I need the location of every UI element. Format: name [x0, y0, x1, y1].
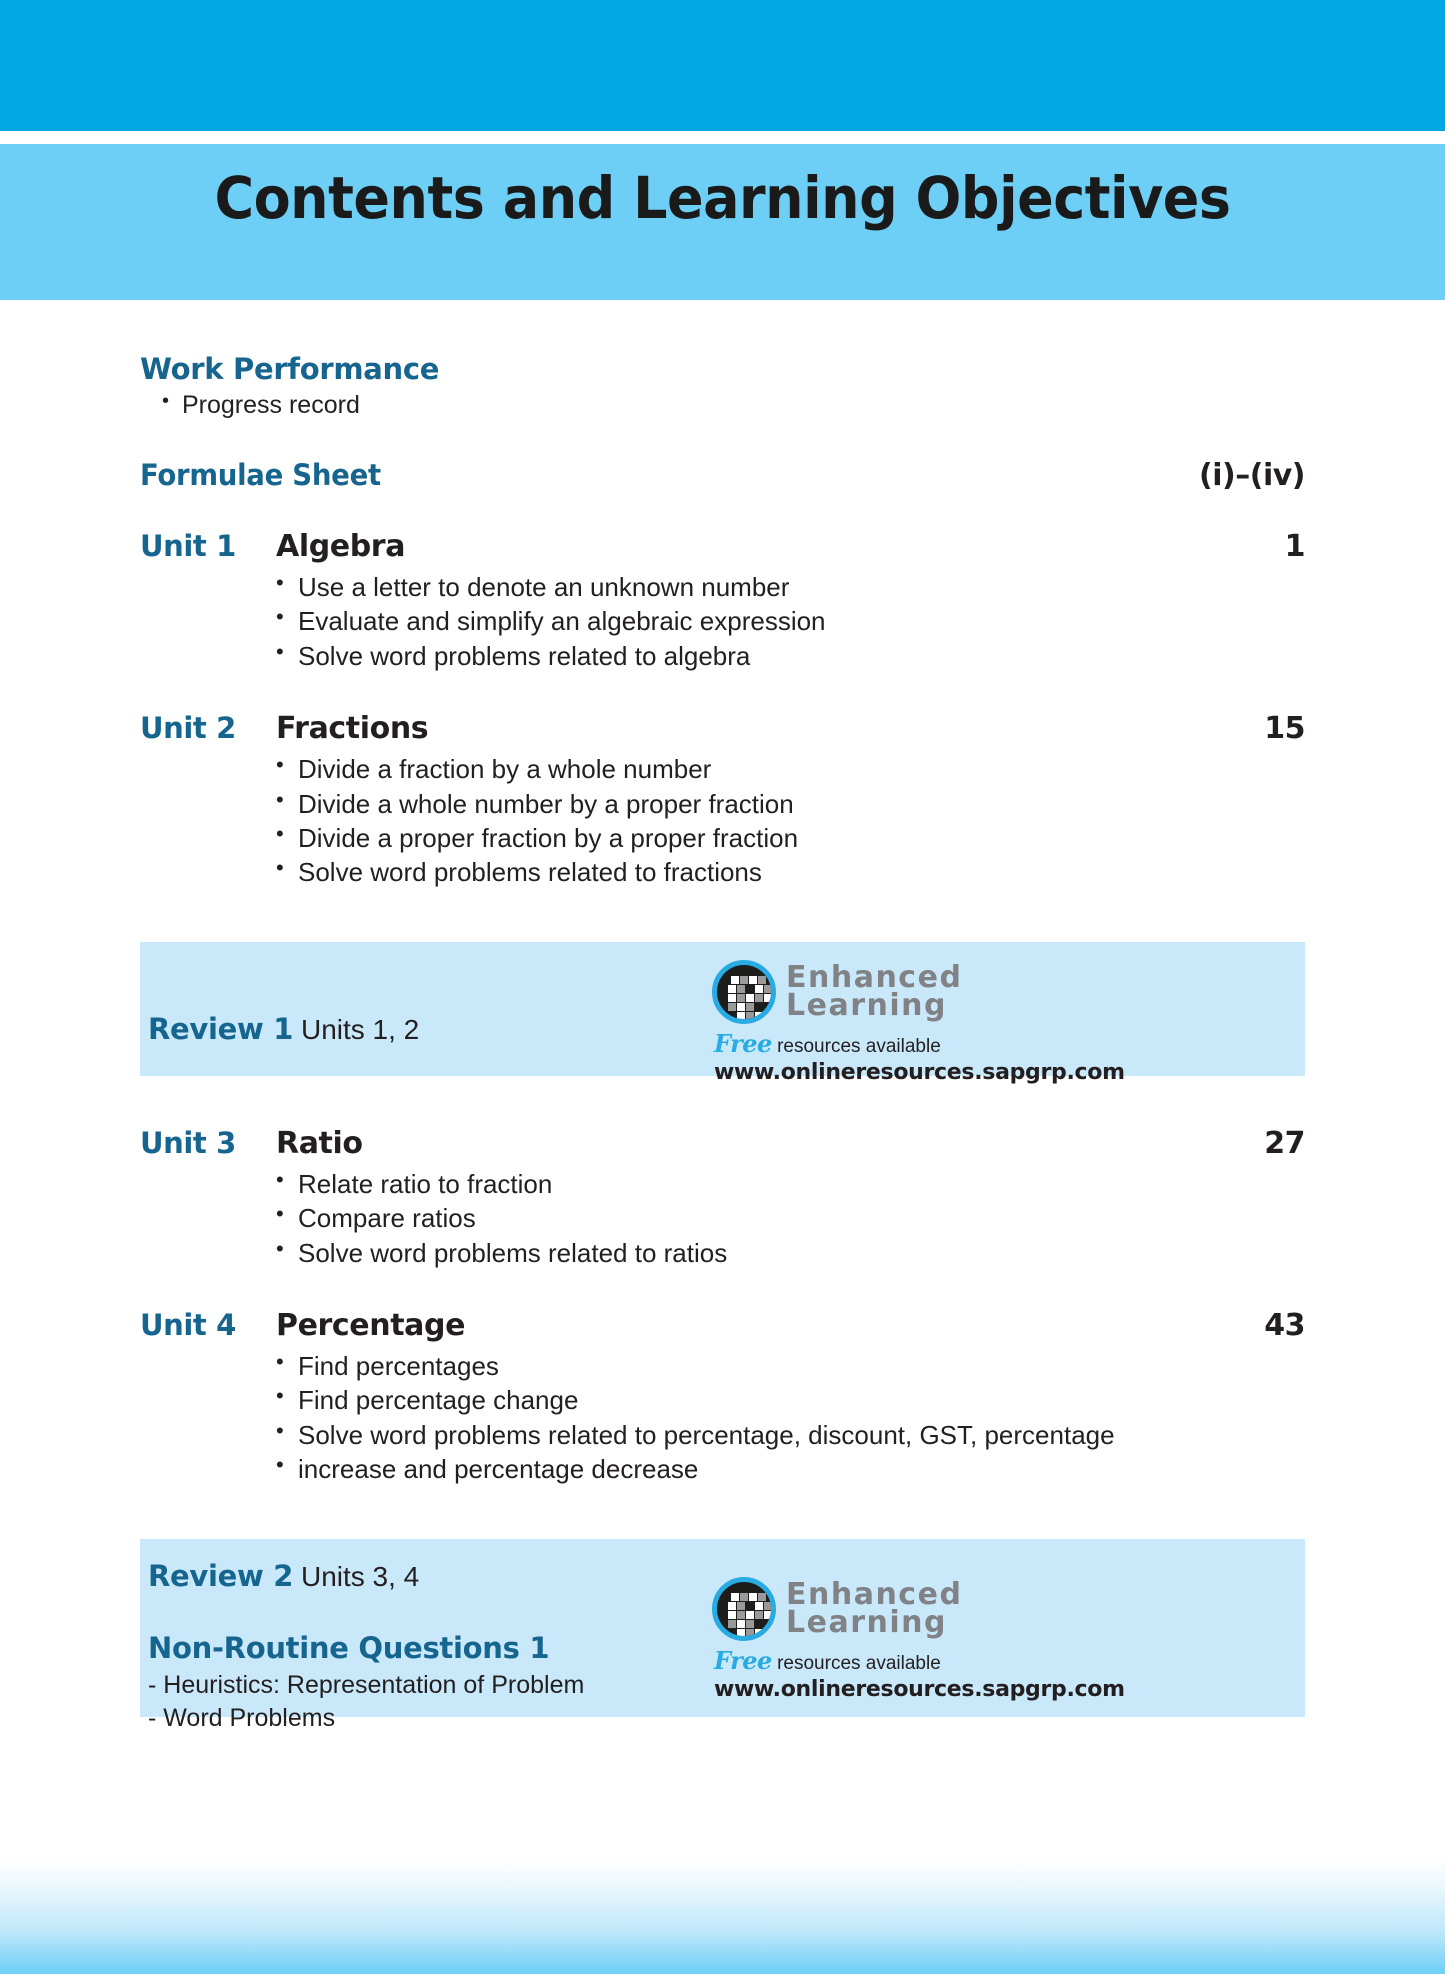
- formulae-sheet-label: Formulae Sheet: [140, 458, 381, 492]
- list-item: • Relate ratio to fraction: [140, 1169, 1305, 1199]
- review-1-units: Units 1, 2: [300, 1013, 420, 1045]
- bottom-gradient-band: [0, 1859, 1445, 1974]
- top-color-band: [0, 0, 1445, 131]
- review-2-name: Review 2: [148, 1558, 294, 1593]
- page-title: Contents and Learning Objectives: [214, 164, 1231, 232]
- toc-row-formulae-sheet[interactable]: [140, 458, 1305, 493]
- list-item-continuation: • increase and percentage decrease: [140, 1454, 1305, 1484]
- enhanced-learning-wordmark: [786, 1576, 963, 1640]
- unit-1-page: 1: [1284, 529, 1305, 564]
- unit-2-objectives: [140, 754, 1305, 888]
- review-1-heading: [148, 1012, 419, 1046]
- toc-row-unit-2[interactable]: [140, 711, 1305, 746]
- list-item: • Divide a proper fraction by a proper fraction: [140, 823, 1305, 853]
- dot-leader: [396, 484, 1190, 485]
- enhanced-word: Enhanced: [786, 1576, 963, 1612]
- section-unit-3: [140, 1126, 1305, 1268]
- free-word: Free: [714, 1028, 772, 1058]
- list-item: • Compare ratios: [140, 1203, 1305, 1233]
- enhanced-learning-wordmark: [786, 959, 963, 1023]
- enhanced-learning-promo: [712, 1577, 1125, 1702]
- unit-4-tag: Unit 4: [140, 1308, 236, 1343]
- learning-word: Learning: [786, 1604, 947, 1640]
- list-item: • Find percentage change: [140, 1385, 1305, 1415]
- unit-4-objectives: [140, 1351, 1305, 1485]
- unit-3-page: 27: [1264, 1125, 1305, 1161]
- enhanced-learning-logo-row: [712, 1577, 1125, 1641]
- dot-leader: [467, 1334, 1233, 1335]
- unit-3-title: Ratio: [276, 1125, 363, 1161]
- unit-2-title: Fractions: [276, 711, 429, 747]
- list-item: • Solve word problems related to ratios: [140, 1238, 1305, 1268]
- list-item: • Divide a whole number by a proper fraction: [140, 789, 1305, 819]
- free-resources-line: [714, 1029, 1125, 1058]
- list-item: • Solve word problems related to algebra: [140, 641, 1305, 671]
- online-resources-url[interactable]: www.onlineresources.sapgrp.com: [714, 1059, 1125, 1085]
- list-item: • Progress record: [140, 390, 1305, 420]
- unit-1-tag: Unit 1: [140, 529, 236, 563]
- work-performance-items: [140, 390, 1305, 420]
- dot-leader: [407, 555, 1233, 556]
- section-unit-1: [140, 529, 1305, 671]
- section-unit-2: [140, 711, 1305, 888]
- unit-3-objectives: [140, 1169, 1305, 1268]
- free-resources-text: resources available: [771, 1652, 941, 1674]
- dot-leader: [430, 737, 1233, 738]
- review-1-name: Review 1: [148, 1011, 294, 1046]
- unit-1-title: Algebra: [276, 529, 406, 564]
- review-1-box: [140, 942, 1305, 1085]
- title-banner: [0, 144, 1445, 300]
- non-routine-item-2: - Word Problems: [148, 1703, 336, 1732]
- list-item: • Evaluate and simplify an algebraic expression: [140, 606, 1305, 636]
- free-resources-text: resources available: [771, 1035, 941, 1057]
- work-performance-heading: Work Performance: [140, 352, 440, 386]
- learning-word: Learning: [786, 987, 947, 1023]
- review-2-heading: [148, 1559, 419, 1593]
- review-2-units: Units 3, 4: [300, 1560, 420, 1592]
- enhanced-learning-promo: [712, 960, 1125, 1085]
- contents-list: [140, 352, 1305, 1732]
- non-routine-item-1: - Heuristics: Representation of Problem: [148, 1670, 585, 1699]
- unit-2-page: 15: [1264, 711, 1305, 747]
- list-item: • Solve word problems related to fractions: [140, 857, 1305, 887]
- toc-row-unit-3[interactable]: [140, 1126, 1305, 1161]
- list-item: • Divide a fraction by a whole number: [140, 754, 1305, 784]
- enhanced-word: Enhanced: [786, 959, 963, 995]
- unit-4-title: Percentage: [276, 1308, 466, 1344]
- section-work-performance: [140, 352, 1305, 420]
- review-2-box: [140, 1539, 1305, 1732]
- enhanced-learning-logo-row: [712, 960, 1125, 1024]
- unit-2-tag: Unit 2: [140, 711, 236, 746]
- formulae-sheet-page: (i)–(iv): [1199, 458, 1305, 493]
- enhanced-learning-logo-icon: [712, 1577, 776, 1641]
- free-resources-line: [714, 1646, 1125, 1675]
- dot-leader: [365, 1152, 1233, 1153]
- unit-1-objectives: [140, 572, 1305, 671]
- non-routine-questions-title: Non-Routine Questions 1: [148, 1630, 550, 1665]
- section-unit-4: [140, 1308, 1305, 1485]
- online-resources-url[interactable]: www.onlineresources.sapgrp.com: [714, 1676, 1125, 1702]
- list-item: • Solve word problems related to percentage, discount, GST, percentage: [140, 1420, 1305, 1450]
- toc-row-unit-4[interactable]: [140, 1308, 1305, 1343]
- list-item: • Use a letter to denote an unknown number: [140, 572, 1305, 602]
- free-word: Free: [714, 1645, 772, 1675]
- unit-3-tag: Unit 3: [140, 1125, 236, 1160]
- list-item: • Find percentages: [140, 1351, 1305, 1381]
- toc-row-unit-1[interactable]: [140, 529, 1305, 564]
- enhanced-learning-logo-icon: [712, 960, 776, 1024]
- unit-4-page: 43: [1264, 1308, 1305, 1344]
